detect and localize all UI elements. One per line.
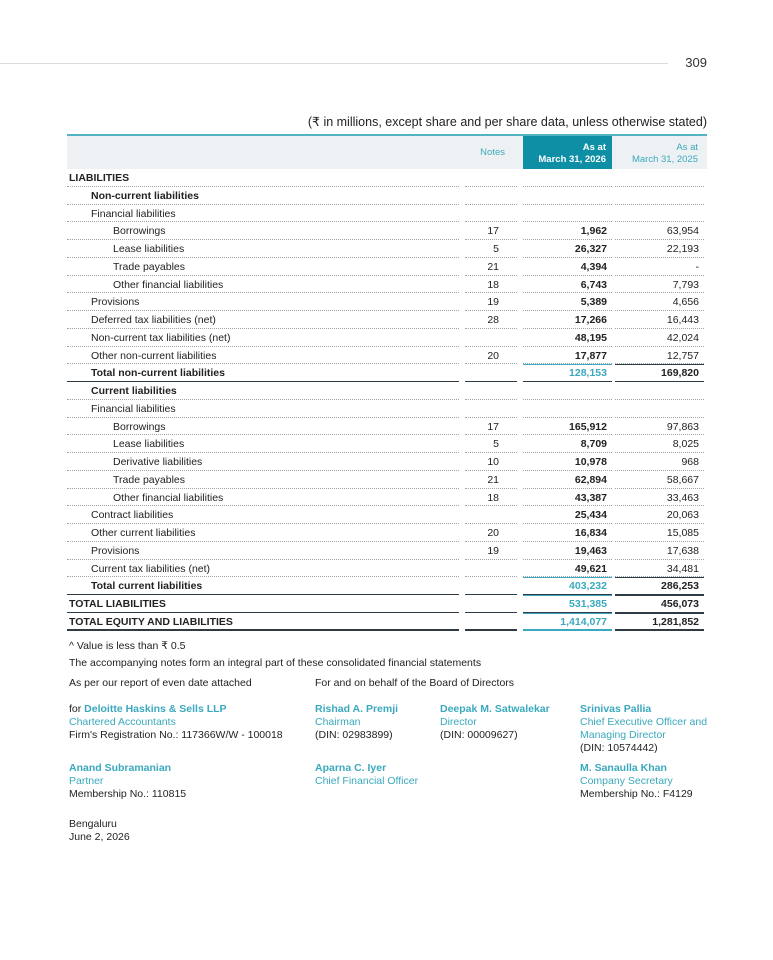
integral-footnote: The accompanying notes form an integral part of these consolidated financial statements <box>69 657 482 669</box>
table-row <box>67 293 707 311</box>
row-label: Other financial liabilities <box>113 491 224 504</box>
row-previous-value: 4,656 <box>672 296 699 309</box>
signatory-director <box>440 703 550 742</box>
row-label: Derivative liabilities <box>113 456 203 468</box>
director-name: Deepak M. Satwalekar <box>440 703 550 715</box>
table-row <box>67 471 707 489</box>
row-previous-value: 12,757 <box>666 349 699 362</box>
signing-place: Bengaluru <box>69 818 117 830</box>
header-notes: Notes <box>480 147 505 158</box>
row-label: Lease liabilities <box>113 438 185 451</box>
row-label: TOTAL LIABILITIES <box>69 598 166 610</box>
row-label: Current tax liabilities (net) <box>91 562 211 575</box>
director-title: Director <box>440 716 477 728</box>
table-row <box>67 169 707 187</box>
table-row <box>67 347 707 365</box>
row-divider <box>67 629 459 631</box>
row-label: Total non-current liabilities <box>91 367 225 380</box>
table-row <box>67 382 707 400</box>
cfo-name: Aparna C. Iyer <box>315 762 387 774</box>
row-label: Lease liabilities <box>113 243 185 255</box>
row-label: Total current liabilities <box>91 580 203 593</box>
total-rule-current <box>523 613 612 614</box>
table-row <box>67 506 707 524</box>
signing-date: June 2, 2026 <box>69 831 130 843</box>
header-previous-year <box>615 136 704 169</box>
ceo-name: Srinivas Pallia <box>580 703 652 715</box>
table-row <box>67 329 707 347</box>
signing-place-date <box>69 818 130 844</box>
table-header <box>67 136 707 169</box>
row-previous-value: 58,667 <box>666 473 699 486</box>
row-label: Deferred tax liabilities (net) <box>91 314 216 326</box>
chairman-title: Chairman <box>315 716 361 728</box>
table-row <box>67 205 707 223</box>
row-current-value: 17,266 <box>574 314 607 326</box>
row-label: Provisions <box>91 544 140 557</box>
row-previous-value: 63,954 <box>666 225 699 238</box>
row-label: Other non-current liabilities <box>91 349 217 362</box>
row-previous-value: 34,481 <box>666 562 699 575</box>
row-previous-value: 169,820 <box>661 367 699 380</box>
partner-name: Anand Subramanian <box>69 762 172 774</box>
row-label: Non-current liabilities <box>91 189 199 202</box>
row-label: Contract liabilities <box>91 509 174 522</box>
row-current-value: 26,327 <box>574 243 607 255</box>
row-previous-value: - <box>695 260 699 273</box>
table-row <box>67 435 707 453</box>
chairman-din: (DIN: 02983899) <box>315 729 393 741</box>
cfo-title: Chief Financial Officer <box>315 775 419 787</box>
table-row <box>67 560 707 578</box>
secretary-membership: Membership No.: F4129 <box>580 788 693 800</box>
row-current-value: 16,834 <box>574 527 607 539</box>
row-previous-value: 15,085 <box>666 527 699 539</box>
header-current-line1: As at <box>582 142 606 153</box>
row-note: 20 <box>487 349 499 362</box>
row-note: 20 <box>487 527 499 539</box>
row-current-value: 6,743 <box>580 278 607 291</box>
row-label: Borrowings <box>113 225 166 238</box>
report-note: As per our report of even date attached <box>69 677 252 689</box>
signatory-firm <box>69 703 283 742</box>
table-row <box>67 453 707 471</box>
row-label: Financial liabilities <box>91 402 176 415</box>
signatory-chairman <box>315 703 398 742</box>
board-note: For and on behalf of the Board of Directors <box>315 677 515 689</box>
page-number: 309 <box>685 55 707 70</box>
row-previous-value: 42,024 <box>666 331 699 344</box>
firm-title: Chartered Accountants <box>69 716 176 728</box>
table-row <box>67 364 707 382</box>
value-footnote: ^ Value is less than ₹ 0.5 <box>69 640 186 652</box>
secretary-name: M. Sanaulla Khan <box>580 762 667 774</box>
row-note: 19 <box>487 296 499 309</box>
row-previous-value: 17,638 <box>666 544 699 557</box>
row-previous-value: 20,063 <box>666 509 699 522</box>
row-current-value: 8,709 <box>580 438 607 451</box>
table-body <box>67 169 707 631</box>
row-note: 19 <box>487 544 499 557</box>
row-note: 21 <box>487 260 499 273</box>
row-previous-value: 7,793 <box>672 278 699 291</box>
row-label: Non-current tax liabilities (net) <box>91 331 231 344</box>
row-note: 17 <box>487 420 499 433</box>
total-rule-previous <box>615 613 704 614</box>
signatory-ceo <box>580 703 707 755</box>
secretary-title: Company Secretary <box>580 775 673 787</box>
header-previous-line1: As at <box>676 142 698 153</box>
row-note: 5 <box>493 243 499 255</box>
table-row <box>67 222 707 240</box>
row-current-value: 62,894 <box>574 473 607 486</box>
chairman-name: Rishad A. Premji <box>315 703 399 715</box>
table-row <box>67 400 707 418</box>
row-previous-value: 97,863 <box>666 420 699 433</box>
row-current-value: 5,389 <box>580 296 607 309</box>
row-current-value: 531,385 <box>569 598 607 610</box>
partner-title: Partner <box>69 775 104 787</box>
row-label: Financial liabilities <box>91 207 176 220</box>
table-row <box>67 595 707 613</box>
row-note: 5 <box>493 438 499 451</box>
signatory-secretary <box>580 762 693 801</box>
header-current-line2: March 31, 2026 <box>538 154 606 165</box>
row-previous-value: 968 <box>681 456 699 468</box>
table-row <box>67 524 707 542</box>
firm-name: Deloitte Haskins & Sells LLP <box>84 703 227 715</box>
ceo-din: (DIN: 10574442) <box>580 742 658 754</box>
row-label: Other current liabilities <box>91 527 196 539</box>
row-previous-value: 1,281,852 <box>652 615 699 628</box>
table-row <box>67 187 707 205</box>
row-label: Provisions <box>91 296 140 309</box>
row-current-value: 4,394 <box>580 260 607 273</box>
row-current-value: 10,978 <box>574 456 607 468</box>
row-note: 28 <box>487 314 499 326</box>
units-note: (₹ in millions, except share and per share data, unless otherwise stated) <box>307 115 707 129</box>
row-current-value: 1,414,077 <box>560 615 607 628</box>
row-previous-value: 22,193 <box>666 243 699 255</box>
table-row <box>67 311 707 329</box>
row-note: 10 <box>487 456 499 468</box>
row-current-value: 48,195 <box>574 331 607 344</box>
total-rule-previous <box>615 577 704 578</box>
row-previous-value: 8,025 <box>672 438 699 451</box>
row-label: Trade payables <box>113 473 185 486</box>
total-rule-current <box>523 595 612 596</box>
table-row <box>67 240 707 258</box>
row-current-value: 49,621 <box>574 562 607 575</box>
table-row <box>67 276 707 294</box>
row-divider <box>523 629 612 631</box>
signatory-partner <box>69 762 186 801</box>
row-previous-value: 456,073 <box>661 598 699 610</box>
row-note: 18 <box>487 278 499 291</box>
total-rule-previous <box>615 364 704 365</box>
table-row <box>67 418 707 436</box>
total-rule-current <box>523 577 612 578</box>
row-previous-value: 33,463 <box>666 491 699 504</box>
row-note: 17 <box>487 225 499 238</box>
total-rule-previous <box>615 595 704 596</box>
row-current-value: 1,962 <box>580 225 607 238</box>
row-divider <box>465 629 517 631</box>
header-current-year <box>523 136 612 169</box>
row-divider <box>615 629 704 631</box>
signatory-cfo <box>315 762 418 788</box>
row-previous-value: 286,253 <box>661 580 699 593</box>
row-label: Trade payables <box>113 260 185 273</box>
row-label: LIABILITIES <box>69 172 130 184</box>
row-note: 18 <box>487 491 499 504</box>
ceo-title-line2: Managing Director <box>580 729 666 741</box>
row-label: Borrowings <box>113 420 166 433</box>
table-row <box>67 258 707 276</box>
row-current-value: 25,434 <box>574 509 607 522</box>
partner-membership: Membership No.: 110815 <box>69 788 187 800</box>
row-note: 21 <box>487 473 499 486</box>
total-rule-current <box>523 364 612 365</box>
row-label: Current liabilities <box>91 385 177 397</box>
row-label: TOTAL EQUITY AND LIABILITIES <box>69 615 233 628</box>
header-previous-line2: March 31, 2025 <box>631 154 698 165</box>
row-current-value: 17,877 <box>574 349 607 362</box>
row-current-value: 128,153 <box>569 367 607 380</box>
ceo-title-line1: Chief Executive Officer and <box>580 716 708 728</box>
header-rule <box>0 63 668 64</box>
firm-prefix: for <box>69 703 85 715</box>
table-row <box>67 542 707 560</box>
table-row <box>67 577 707 595</box>
row-label: Other financial liabilities <box>113 278 224 291</box>
table-row <box>67 613 707 631</box>
firm-registration: Firm's Registration No.: 117366W/W - 100018 <box>69 729 283 741</box>
row-current-value: 43,387 <box>574 491 607 504</box>
row-previous-value: 16,443 <box>666 314 699 326</box>
table-row <box>67 489 707 507</box>
row-current-value: 165,912 <box>569 420 607 433</box>
director-din: (DIN: 00009627) <box>440 729 518 741</box>
liabilities-table <box>67 134 707 631</box>
row-current-value: 19,463 <box>574 544 607 557</box>
row-current-value: 403,232 <box>569 580 607 593</box>
